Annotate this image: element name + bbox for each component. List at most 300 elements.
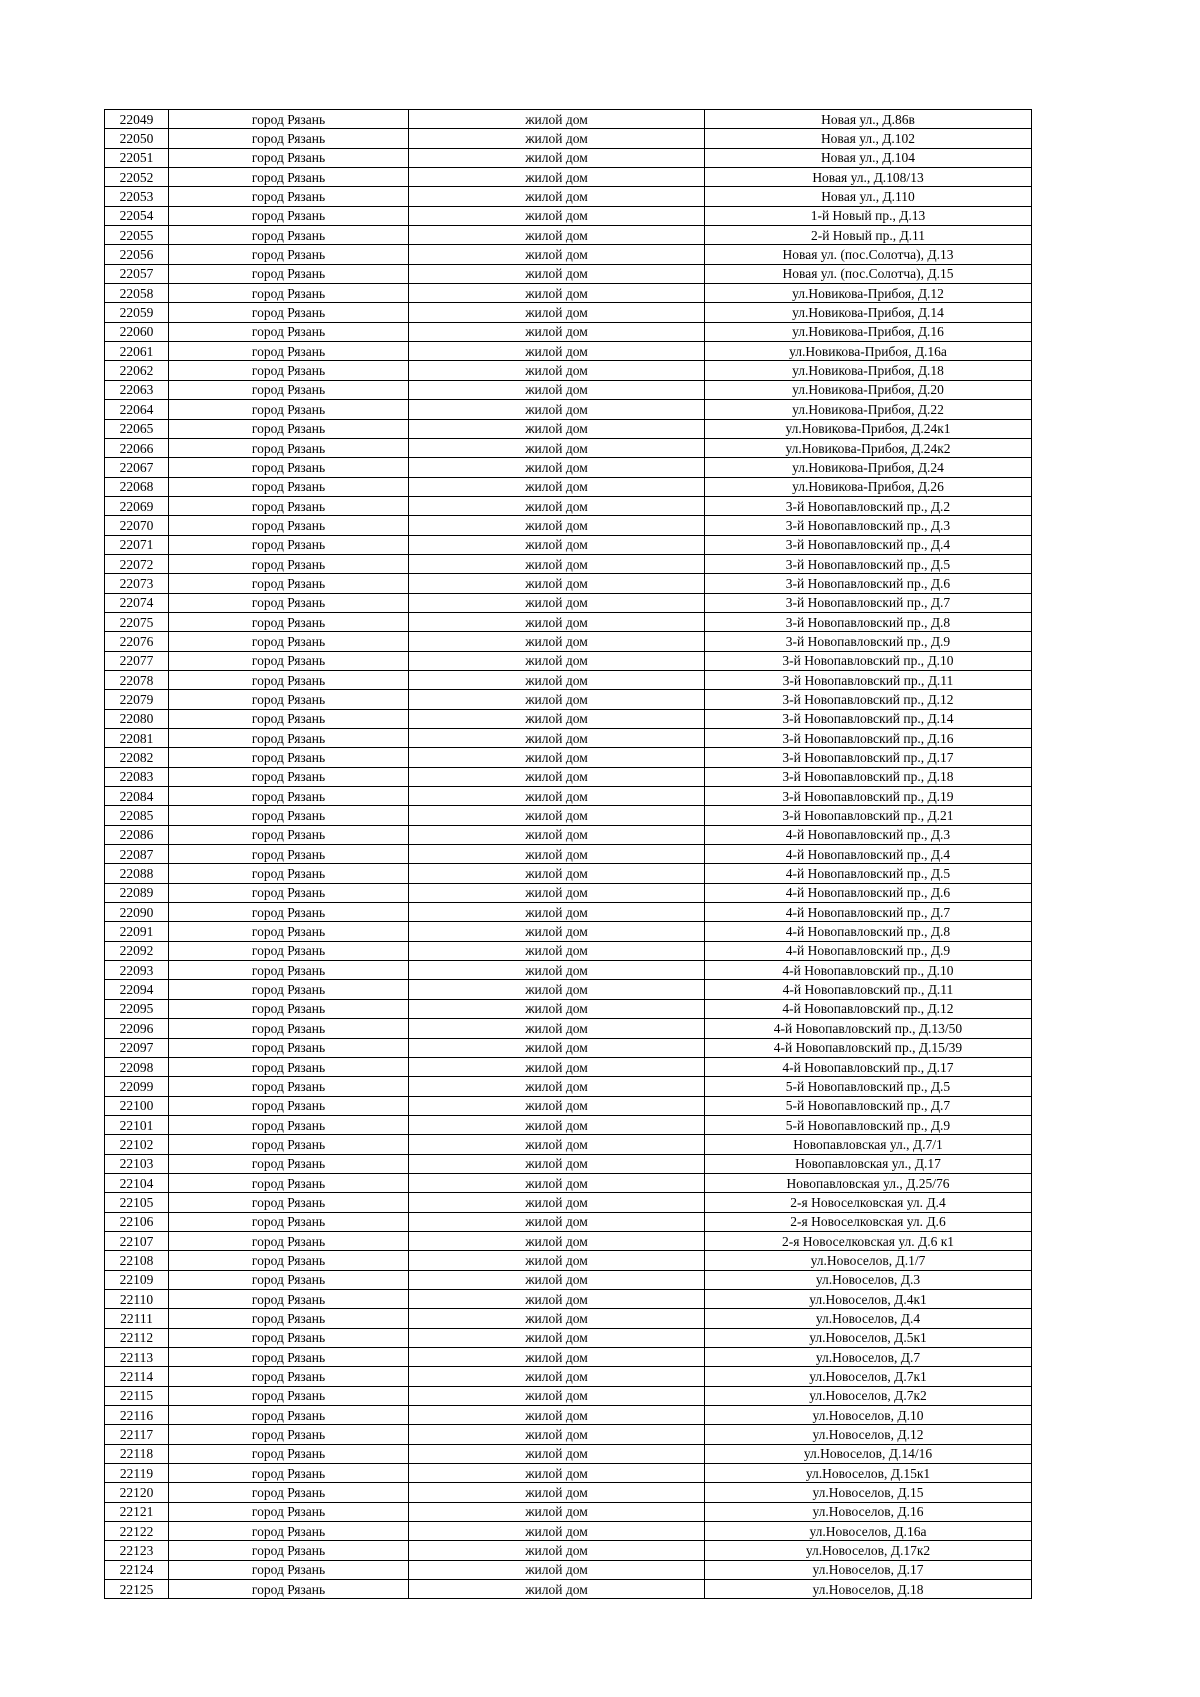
object-type-cell: жилой дом (409, 458, 705, 477)
record-number-cell: 22076 (105, 632, 169, 651)
city-cell: город Рязань (169, 554, 409, 573)
record-number-cell: 22093 (105, 961, 169, 980)
table-row (105, 651, 1032, 670)
table-row (105, 767, 1032, 786)
table-row (105, 477, 1032, 496)
object-type-cell: жилой дом (409, 1502, 705, 1521)
record-number-cell: 22063 (105, 380, 169, 399)
record-number-cell: 22072 (105, 554, 169, 573)
record-number-cell: 22122 (105, 1522, 169, 1541)
city-cell: город Рязань (169, 1406, 409, 1425)
table-row (105, 1154, 1032, 1173)
table-row (105, 593, 1032, 612)
address-cell: ул.Новикова-Прибоя, Д.18 (705, 361, 1032, 380)
address-cell: ул.Новикова-Прибоя, Д.16а (705, 342, 1032, 361)
city-cell: город Рязань (169, 535, 409, 554)
object-type-cell: жилой дом (409, 1019, 705, 1038)
table-row (105, 1270, 1032, 1289)
object-type-cell: жилой дом (409, 1580, 705, 1599)
city-cell: город Рязань (169, 845, 409, 864)
address-cell: 3-й Новопавловский пр., Д.5 (705, 554, 1032, 573)
address-cell: ул.Новикова-Прибоя, Д.24к2 (705, 438, 1032, 457)
table-row (105, 941, 1032, 960)
object-type-cell: жилой дом (409, 1251, 705, 1270)
record-number-cell: 22071 (105, 535, 169, 554)
address-cell: 3-й Новопавловский пр., Д.19 (705, 787, 1032, 806)
object-type-cell: жилой дом (409, 1289, 705, 1308)
city-cell: город Рязань (169, 1464, 409, 1483)
city-cell: город Рязань (169, 612, 409, 631)
address-cell: ул.Новоселов, Д.18 (705, 1580, 1032, 1599)
city-cell: город Рязань (169, 1386, 409, 1405)
record-number-cell: 22054 (105, 206, 169, 225)
address-cell: ул.Новикова-Прибоя, Д.24к1 (705, 419, 1032, 438)
record-number-cell: 22110 (105, 1289, 169, 1308)
city-cell: город Рязань (169, 1444, 409, 1463)
record-number-cell: 22056 (105, 245, 169, 264)
table-row (105, 110, 1032, 129)
table-row (105, 1173, 1032, 1192)
table-row (105, 342, 1032, 361)
record-number-cell: 22090 (105, 903, 169, 922)
object-type-cell: жилой дом (409, 226, 705, 245)
city-cell: город Рязань (169, 400, 409, 419)
address-cell: 4-й Новопавловский пр., Д.12 (705, 999, 1032, 1018)
record-number-cell: 22119 (105, 1464, 169, 1483)
table-row (105, 690, 1032, 709)
record-number-cell: 22082 (105, 748, 169, 767)
table-row (105, 1115, 1032, 1134)
address-cell: 5-й Новопавловский пр., Д.9 (705, 1115, 1032, 1134)
table-row (105, 883, 1032, 902)
table-row (105, 1289, 1032, 1308)
table-row (105, 264, 1032, 283)
record-number-cell: 22062 (105, 361, 169, 380)
city-cell: город Рязань (169, 1231, 409, 1250)
table-row (105, 980, 1032, 999)
city-cell: город Рязань (169, 767, 409, 786)
address-cell: ул.Новоселов, Д.7 (705, 1348, 1032, 1367)
object-type-cell: жилой дом (409, 1367, 705, 1386)
record-number-cell: 22108 (105, 1251, 169, 1270)
record-number-cell: 22118 (105, 1444, 169, 1463)
address-cell: 3-й Новопавловский пр., Д.16 (705, 729, 1032, 748)
object-type-cell: жилой дом (409, 148, 705, 167)
city-cell: город Рязань (169, 1348, 409, 1367)
address-cell: 4-й Новопавловский пр., Д.11 (705, 980, 1032, 999)
address-cell: ул.Новикова-Прибоя, Д.16 (705, 322, 1032, 341)
table-row (105, 129, 1032, 148)
record-number-cell: 22081 (105, 729, 169, 748)
address-cell: ул.Новикова-Прибоя, Д.20 (705, 380, 1032, 399)
table-row (105, 1367, 1032, 1386)
city-cell: город Рязань (169, 342, 409, 361)
record-number-cell: 22079 (105, 690, 169, 709)
object-type-cell: жилой дом (409, 651, 705, 670)
object-type-cell: жилой дом (409, 883, 705, 902)
table-row (105, 825, 1032, 844)
record-number-cell: 22099 (105, 1077, 169, 1096)
table-row (105, 284, 1032, 303)
object-type-cell: жилой дом (409, 670, 705, 689)
table-row (105, 1386, 1032, 1405)
object-type-cell: жилой дом (409, 284, 705, 303)
record-number-cell: 22058 (105, 284, 169, 303)
city-cell: город Рязань (169, 787, 409, 806)
city-cell: город Рязань (169, 496, 409, 515)
city-cell: город Рязань (169, 574, 409, 593)
table-row (105, 922, 1032, 941)
object-type-cell: жилой дом (409, 864, 705, 883)
object-type-cell: жилой дом (409, 1483, 705, 1502)
address-cell: Новая ул. (пос.Солотча), Д.15 (705, 264, 1032, 283)
record-number-cell: 22116 (105, 1406, 169, 1425)
table-row (105, 361, 1032, 380)
table-row (105, 1231, 1032, 1250)
record-number-cell: 22124 (105, 1560, 169, 1579)
object-type-cell: жилой дом (409, 1154, 705, 1173)
address-cell: ул.Новоселов, Д.16а (705, 1522, 1032, 1541)
city-cell: город Рязань (169, 1483, 409, 1502)
address-cell: 3-й Новопавловский пр., Д.10 (705, 651, 1032, 670)
address-cell: 4-й Новопавловский пр., Д.3 (705, 825, 1032, 844)
record-number-cell: 22111 (105, 1309, 169, 1328)
city-cell: город Рязань (169, 593, 409, 612)
record-number-cell: 22114 (105, 1367, 169, 1386)
object-type-cell: жилой дом (409, 496, 705, 515)
address-cell: ул.Новикова-Прибоя, Д.14 (705, 303, 1032, 322)
record-number-cell: 22106 (105, 1212, 169, 1231)
address-cell: ул.Новоселов, Д.4 (705, 1309, 1032, 1328)
record-number-cell: 22085 (105, 806, 169, 825)
city-cell: город Рязань (169, 961, 409, 980)
table-row (105, 1096, 1032, 1115)
table-row (105, 1328, 1032, 1347)
record-number-cell: 22061 (105, 342, 169, 361)
record-number-cell: 22098 (105, 1057, 169, 1076)
table-row (105, 148, 1032, 167)
city-cell: город Рязань (169, 1193, 409, 1212)
city-cell: город Рязань (169, 709, 409, 728)
city-cell: город Рязань (169, 1328, 409, 1347)
record-number-cell: 22088 (105, 864, 169, 883)
address-cell: 2-я Новоселковская ул. Д.4 (705, 1193, 1032, 1212)
address-cell: ул.Новоселов, Д.4к1 (705, 1289, 1032, 1308)
object-type-cell: жилой дом (409, 1231, 705, 1250)
record-number-cell: 22050 (105, 129, 169, 148)
record-number-cell: 22075 (105, 612, 169, 631)
address-cell: 3-й Новопавловский пр., Д.17 (705, 748, 1032, 767)
record-number-cell: 22104 (105, 1173, 169, 1192)
table-row (105, 303, 1032, 322)
object-type-cell: жилой дом (409, 941, 705, 960)
address-cell: 4-й Новопавловский пр., Д.13/50 (705, 1019, 1032, 1038)
object-type-cell: жилой дом (409, 419, 705, 438)
city-cell: город Рязань (169, 438, 409, 457)
address-cell: 4-й Новопавловский пр., Д.15/39 (705, 1038, 1032, 1057)
city-cell: город Рязань (169, 1425, 409, 1444)
address-cell: 5-й Новопавловский пр., Д.7 (705, 1096, 1032, 1115)
city-cell: город Рязань (169, 303, 409, 322)
object-type-cell: жилой дом (409, 961, 705, 980)
address-cell: ул.Новоселов, Д.7к2 (705, 1386, 1032, 1405)
city-cell: город Рязань (169, 1173, 409, 1192)
city-cell: город Рязань (169, 999, 409, 1018)
city-cell: город Рязань (169, 419, 409, 438)
address-cell: ул.Новоселов, Д.15к1 (705, 1464, 1032, 1483)
address-cell: 3-й Новопавловский пр., Д.8 (705, 612, 1032, 631)
record-number-cell: 22089 (105, 883, 169, 902)
object-type-cell: жилой дом (409, 303, 705, 322)
city-cell: город Рязань (169, 922, 409, 941)
table-row (105, 1560, 1032, 1579)
object-type-cell: жилой дом (409, 574, 705, 593)
city-cell: город Рязань (169, 245, 409, 264)
table-row (105, 574, 1032, 593)
object-type-cell: жилой дом (409, 110, 705, 129)
address-cell: 3-й Новопавловский пр., Д.14 (705, 709, 1032, 728)
record-number-cell: 22086 (105, 825, 169, 844)
record-number-cell: 22100 (105, 1096, 169, 1115)
record-number-cell: 22102 (105, 1135, 169, 1154)
table-row (105, 168, 1032, 187)
address-cell: ул.Новоселов, Д.17 (705, 1560, 1032, 1579)
table-row (105, 1212, 1032, 1231)
address-cell: 4-й Новопавловский пр., Д.9 (705, 941, 1032, 960)
address-cell: 1-й Новый пр., Д.13 (705, 206, 1032, 225)
city-cell: город Рязань (169, 284, 409, 303)
object-type-cell: жилой дом (409, 129, 705, 148)
object-type-cell: жилой дом (409, 400, 705, 419)
address-cell: Новопавловская ул., Д.7/1 (705, 1135, 1032, 1154)
table-row (105, 1057, 1032, 1076)
address-cell: ул.Новоселов, Д.16 (705, 1502, 1032, 1521)
city-cell: город Рязань (169, 168, 409, 187)
object-type-cell: жилой дом (409, 264, 705, 283)
city-cell: город Рязань (169, 729, 409, 748)
address-cell: ул.Новикова-Прибоя, Д.22 (705, 400, 1032, 419)
object-type-cell: жилой дом (409, 1560, 705, 1579)
city-cell: город Рязань (169, 1077, 409, 1096)
object-type-cell: жилой дом (409, 477, 705, 496)
object-type-cell: жилой дом (409, 709, 705, 728)
city-cell: город Рязань (169, 1367, 409, 1386)
object-type-cell: жилой дом (409, 516, 705, 535)
address-cell: 3-й Новопавловский пр., Д.3 (705, 516, 1032, 535)
table-row (105, 999, 1032, 1018)
registry-table-body (105, 110, 1032, 1599)
city-cell: город Рязань (169, 1289, 409, 1308)
address-cell: 3-й Новопавловский пр., Д.2 (705, 496, 1032, 515)
record-number-cell: 22083 (105, 767, 169, 786)
address-cell: Новая ул., Д.102 (705, 129, 1032, 148)
address-cell: 3-й Новопавловский пр., Д.4 (705, 535, 1032, 554)
object-type-cell: жилой дом (409, 806, 705, 825)
address-cell: 3-й Новопавловский пр., Д.11 (705, 670, 1032, 689)
object-type-cell: жилой дом (409, 1386, 705, 1405)
table-row (105, 1251, 1032, 1270)
city-cell: город Рязань (169, 1038, 409, 1057)
record-number-cell: 22055 (105, 226, 169, 245)
record-number-cell: 22074 (105, 593, 169, 612)
table-row (105, 632, 1032, 651)
record-number-cell: 22073 (105, 574, 169, 593)
object-type-cell: жилой дом (409, 1522, 705, 1541)
address-cell: ул.Новоселов, Д.14/16 (705, 1444, 1032, 1463)
address-cell: Новая ул., Д.86в (705, 110, 1032, 129)
city-cell: город Рязань (169, 226, 409, 245)
table-row (105, 226, 1032, 245)
city-cell: город Рязань (169, 477, 409, 496)
table-row (105, 1406, 1032, 1425)
record-number-cell: 22101 (105, 1115, 169, 1134)
object-type-cell: жилой дом (409, 1328, 705, 1347)
table-row (105, 400, 1032, 419)
object-type-cell: жилой дом (409, 1348, 705, 1367)
address-cell: ул.Новоселов, Д.15 (705, 1483, 1032, 1502)
city-cell: город Рязань (169, 1135, 409, 1154)
record-number-cell: 22087 (105, 845, 169, 864)
table-row (105, 1580, 1032, 1599)
address-cell: ул.Новоселов, Д.3 (705, 1270, 1032, 1289)
city-cell: город Рязань (169, 1580, 409, 1599)
city-cell: город Рязань (169, 1154, 409, 1173)
table-row (105, 612, 1032, 631)
address-cell: ул.Новоселов, Д.7к1 (705, 1367, 1032, 1386)
table-row (105, 554, 1032, 573)
address-cell: 4-й Новопавловский пр., Д.10 (705, 961, 1032, 980)
address-cell: Новопавловская ул., Д.17 (705, 1154, 1032, 1173)
object-type-cell: жилой дом (409, 729, 705, 748)
record-number-cell: 22051 (105, 148, 169, 167)
city-cell: город Рязань (169, 458, 409, 477)
city-cell: город Рязань (169, 1522, 409, 1541)
city-cell: город Рязань (169, 670, 409, 689)
address-cell: 2-й Новый пр., Д.11 (705, 226, 1032, 245)
table-row (105, 380, 1032, 399)
city-cell: город Рязань (169, 129, 409, 148)
address-cell: 3-й Новопавловский пр., Д.18 (705, 767, 1032, 786)
object-type-cell: жилой дом (409, 1444, 705, 1463)
address-cell: Новая ул., Д.110 (705, 187, 1032, 206)
object-type-cell: жилой дом (409, 1464, 705, 1483)
record-number-cell: 22060 (105, 322, 169, 341)
table-row (105, 1348, 1032, 1367)
object-type-cell: жилой дом (409, 767, 705, 786)
address-cell: Новая ул. (пос.Солотча), Д.13 (705, 245, 1032, 264)
table-row (105, 438, 1032, 457)
table-row (105, 709, 1032, 728)
address-cell: 4-й Новопавловский пр., Д.6 (705, 883, 1032, 902)
address-cell: 4-й Новопавловский пр., Д.5 (705, 864, 1032, 883)
record-number-cell: 22066 (105, 438, 169, 457)
record-number-cell: 22115 (105, 1386, 169, 1405)
object-type-cell: жилой дом (409, 1096, 705, 1115)
city-cell: город Рязань (169, 864, 409, 883)
object-type-cell: жилой дом (409, 748, 705, 767)
object-type-cell: жилой дом (409, 342, 705, 361)
table-row (105, 1309, 1032, 1328)
table-row (105, 535, 1032, 554)
city-cell: город Рязань (169, 516, 409, 535)
record-number-cell: 22053 (105, 187, 169, 206)
object-type-cell: жилой дом (409, 245, 705, 264)
city-cell: город Рязань (169, 1057, 409, 1076)
city-cell: город Рязань (169, 1251, 409, 1270)
city-cell: город Рязань (169, 1502, 409, 1521)
table-row (105, 1444, 1032, 1463)
address-cell: 3-й Новопавловский пр., Д.12 (705, 690, 1032, 709)
object-type-cell: жилой дом (409, 1057, 705, 1076)
record-number-cell: 22077 (105, 651, 169, 670)
object-type-cell: жилой дом (409, 922, 705, 941)
record-number-cell: 22070 (105, 516, 169, 535)
address-cell: 4-й Новопавловский пр., Д.4 (705, 845, 1032, 864)
city-cell: город Рязань (169, 748, 409, 767)
city-cell: город Рязань (169, 941, 409, 960)
address-cell: 3-й Новопавловский пр., Д.21 (705, 806, 1032, 825)
address-cell: ул.Новикова-Прибоя, Д.24 (705, 458, 1032, 477)
city-cell: город Рязань (169, 1541, 409, 1560)
object-type-cell: жилой дом (409, 206, 705, 225)
address-cell: Новая ул., Д.108/13 (705, 168, 1032, 187)
table-row (105, 1464, 1032, 1483)
object-type-cell: жилой дом (409, 980, 705, 999)
city-cell: город Рязань (169, 380, 409, 399)
record-number-cell: 22049 (105, 110, 169, 129)
address-cell: ул.Новоселов, Д.17к2 (705, 1541, 1032, 1560)
city-cell: город Рязань (169, 1309, 409, 1328)
object-type-cell: жилой дом (409, 554, 705, 573)
record-number-cell: 22120 (105, 1483, 169, 1502)
city-cell: город Рязань (169, 264, 409, 283)
object-type-cell: жилой дом (409, 535, 705, 554)
record-number-cell: 22094 (105, 980, 169, 999)
address-cell: ул.Новоселов, Д.5к1 (705, 1328, 1032, 1347)
address-cell: 3-й Новопавловский пр., Д.9 (705, 632, 1032, 651)
record-number-cell: 22117 (105, 1425, 169, 1444)
table-row (105, 1541, 1032, 1560)
object-type-cell: жилой дом (409, 612, 705, 631)
table-row (105, 806, 1032, 825)
address-cell: ул.Новоселов, Д.10 (705, 1406, 1032, 1425)
record-number-cell: 22121 (105, 1502, 169, 1521)
table-row (105, 1502, 1032, 1521)
address-cell: 3-й Новопавловский пр., Д.7 (705, 593, 1032, 612)
city-cell: город Рязань (169, 825, 409, 844)
table-row (105, 729, 1032, 748)
object-type-cell: жилой дом (409, 187, 705, 206)
address-cell: ул.Новикова-Прибоя, Д.12 (705, 284, 1032, 303)
object-type-cell: жилой дом (409, 825, 705, 844)
table-row (105, 787, 1032, 806)
address-cell: ул.Новикова-Прибоя, Д.26 (705, 477, 1032, 496)
table-row (105, 670, 1032, 689)
table-row (105, 1038, 1032, 1057)
city-cell: город Рязань (169, 206, 409, 225)
address-cell: 2-я Новоселковская ул. Д.6 (705, 1212, 1032, 1231)
object-type-cell: жилой дом (409, 1425, 705, 1444)
city-cell: город Рязань (169, 110, 409, 129)
city-cell: город Рязань (169, 361, 409, 380)
table-row (105, 496, 1032, 515)
record-number-cell: 22069 (105, 496, 169, 515)
object-type-cell: жилой дом (409, 1077, 705, 1096)
object-type-cell: жилой дом (409, 1193, 705, 1212)
record-number-cell: 22113 (105, 1348, 169, 1367)
address-cell: 4-й Новопавловский пр., Д.8 (705, 922, 1032, 941)
address-cell: 4-й Новопавловский пр., Д.7 (705, 903, 1032, 922)
